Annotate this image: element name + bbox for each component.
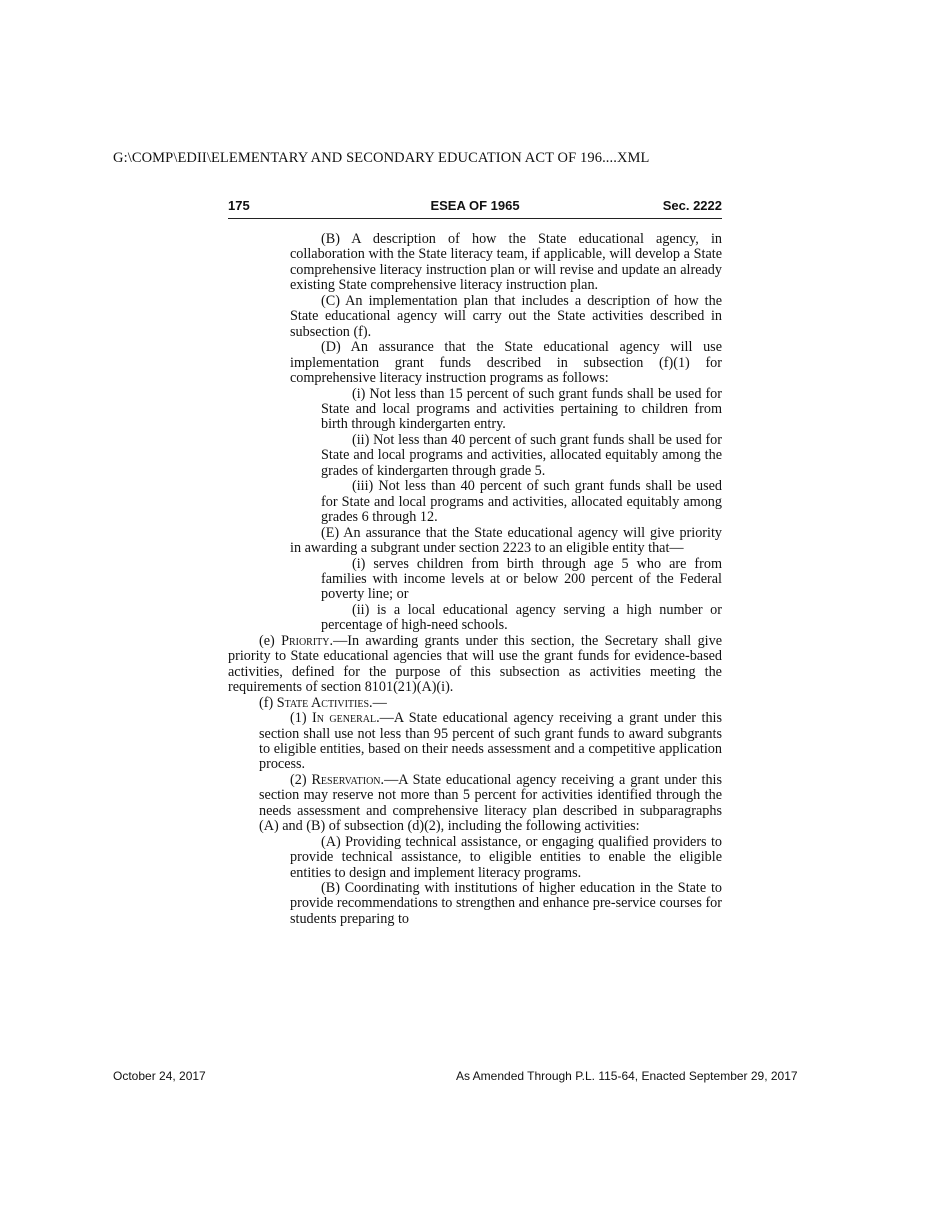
page-title: ESEA OF 1965 bbox=[430, 198, 520, 213]
page-number: 175 bbox=[228, 198, 250, 213]
paragraph-d: (D) An assurance that the State educational agency will use implementation grant funds described in subsection (f)(1) for comprehensive literacy instruction programs as follows: bbox=[290, 339, 722, 387]
f1-text: .—A State educational agency receiving a grant under this section shall use not less than 95 percent of such grant funds to award subgrants to eligible entities, based on their needs assessment and a competitive application process. bbox=[259, 710, 722, 773]
f2-label: (2) bbox=[290, 771, 312, 788]
paragraph-f1 bbox=[228, 711, 722, 773]
document-body bbox=[228, 232, 722, 927]
state-activities-heading: State Activities bbox=[276, 694, 370, 711]
paragraph-e-i: (i) serves children from birth through age 5 who are from families with income levels at or below 200 percent of the Federal poverty line; or bbox=[321, 555, 722, 603]
footer-date: October 24, 2017 bbox=[113, 1069, 206, 1083]
priority-text: .—In awarding grants under this section, the Secretary shall give priority to State educational agencies that will use the grant funds for evidence-based activities, defined for the purpose of this subsection as activities meeting the requirements of section 8101(21)(A)(i). bbox=[228, 632, 722, 696]
state-activities-label: (f) bbox=[259, 694, 277, 711]
paragraph-f2-a: (A) Providing technical assistance, or engaging qualified providers to provide technical assistance, to eligible entities to enable the eligible entities to design and implement literacy programs. bbox=[290, 833, 722, 881]
f2-heading: Reservation bbox=[311, 771, 381, 788]
paragraph-c: (C) An implementation plan that includes a description of how the State educational agency will carry out the State activities described in subsection (f). bbox=[290, 292, 722, 340]
footer-amended: As Amended Through P.L. 115-64, Enacted September 29, 2017 bbox=[456, 1069, 798, 1083]
section-number: Sec. 2222 bbox=[662, 198, 722, 213]
file-path: G:\COMP\EDII\ELEMENTARY AND SECONDARY EDUCATION ACT OF 196....XML bbox=[113, 150, 650, 166]
paragraph-e-ii: (ii) is a local educational agency serving a high number or percentage of high-need schools. bbox=[321, 601, 722, 634]
f1-heading: In general bbox=[312, 710, 377, 727]
f1-label: (1) bbox=[290, 710, 313, 727]
paragraph-b: (B) A description of how the State educational agency, in collaboration with the State literacy team, if applicable, will develop a State comprehensive literacy instruction plan or will revise and update an already existing State comprehensive literacy instruction plan. bbox=[290, 231, 722, 294]
priority-heading: Priority bbox=[281, 632, 330, 649]
state-activities-text: .— bbox=[369, 694, 387, 711]
page-header bbox=[228, 198, 722, 219]
paragraph-e: (E) An assurance that the State educational agency will give priority in awarding a subgrant under section 2223 to an eligible entity that— bbox=[290, 524, 722, 557]
priority-label: (e) bbox=[259, 632, 282, 649]
paragraph-d-iii: (iii) Not less than 40 percent of such grant funds shall be used for State and local programs and activities, allocated equitably among grades 6 through 12. bbox=[321, 478, 722, 526]
paragraph-priority bbox=[228, 634, 722, 696]
paragraph-d-i: (i) Not less than 15 percent of such grant funds shall be used for State and local programs and activities pertaining to children from birth through kindergarten entry. bbox=[321, 385, 722, 433]
paragraph-f2 bbox=[228, 773, 722, 835]
paragraph-f2-b: (B) Coordinating with institutions of higher education in the State to provide recommendations to strengthen and enhance pre-service courses for students preparing to bbox=[290, 880, 722, 927]
paragraph-state-activities bbox=[228, 696, 722, 711]
f2-text: .—A State educational agency receiving a grant under this section may reserve not more than 5 percent for activities identified through the needs assessment and comprehensive literacy plan described in subparagraphs (A) and (B) of subsection (d)(2), including the following activities: bbox=[259, 771, 723, 835]
paragraph-d-ii: (ii) Not less than 40 percent of such grant funds shall be used for State and local programs and activities, allocated equitably among the grades of kindergarten through grade 5. bbox=[321, 431, 722, 479]
